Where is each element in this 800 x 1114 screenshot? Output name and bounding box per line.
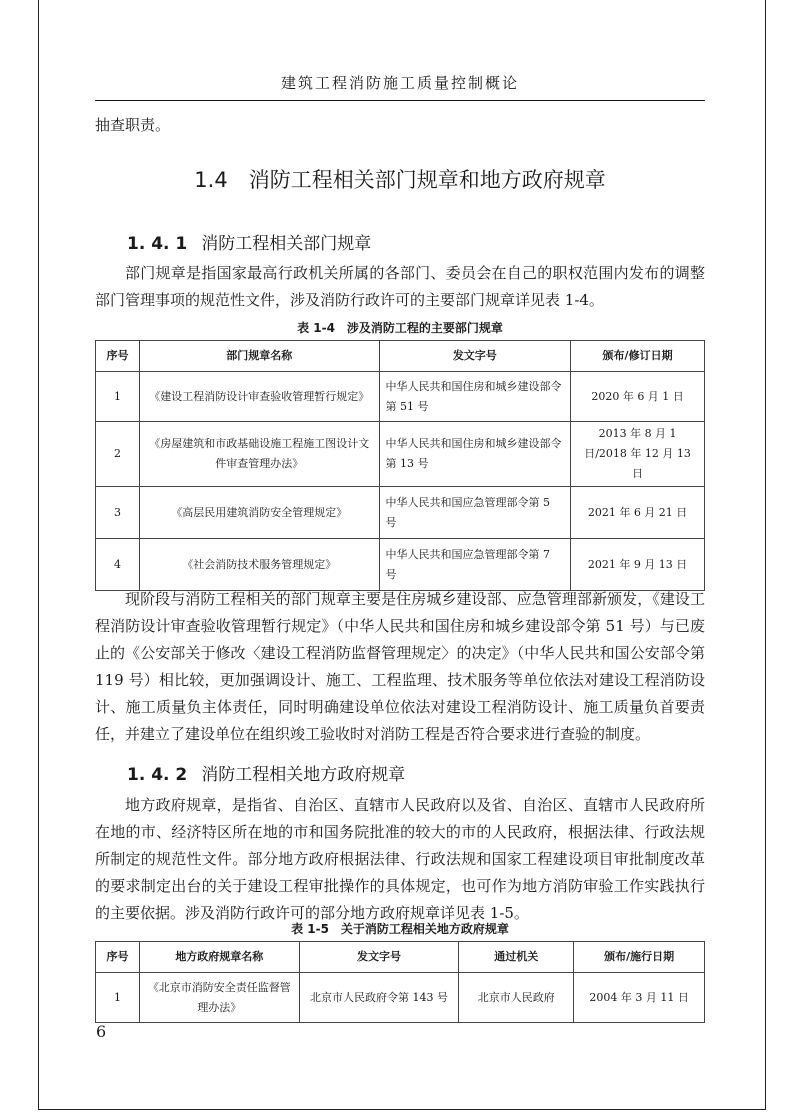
table-1-5: [95, 941, 705, 1023]
table-row: [96, 973, 705, 1023]
section-title: 1.4 消防工程相关部门规章和地方政府规章: [194, 168, 606, 192]
table-header-row: [96, 942, 705, 973]
cell-date: 2004 年 3 月 11 日: [574, 973, 705, 1023]
table-header-row: [96, 341, 705, 372]
subsection-title: 消防工程相关地方政府规章: [201, 765, 406, 785]
cell-index: 2: [96, 422, 140, 487]
page-number: 6: [96, 1022, 107, 1041]
cell-date: 2013 年 8 月 1 日/2018 年 12 月 13 日: [571, 422, 705, 487]
cell-name: 《北京市消防安全责任监督管理办法》: [139, 973, 299, 1023]
header-cell: 地方政府规章名称: [139, 942, 299, 973]
paragraph-1-4-2-intro: 地方政府规章，是指省、自治区、直辖市人民政府以及省、自治区、直辖市人民政府所在地的市、经济特区所在地的市和国务院批准的较大的市的人民政府，根据法律、行政法规所制定的规范性文件。部分地方政府根据法律、行政法规和国家工程建设项目审批制度改革的要求制定出台的关于建设工程审批操作的具体规定，也可作为地方消防审验工作实践执行的主要依据。涉及消防行政许可的部分地方政府规章详见表 1-5。: [95, 796, 705, 922]
header-cell: 通过机关: [459, 942, 574, 973]
cell-name: 《建设工程消防设计审查验收管理暂行规定》: [139, 372, 379, 422]
cell-name: 《房屋建筑和市政基础设施工程施工图设计文件审查管理办法》: [139, 422, 379, 487]
header-cell: 发文字号: [379, 341, 571, 372]
paragraph-1-4-1-analysis: 现阶段与消防工程相关的部门规章主要是住房城乡建设部、应急管理部新颁发，《建设工程消防设计审查验收管理暂行规定》（中华人民共和国住房和城乡建设部令第 51 号）与已废止的《公安部关于修改〈建设工程消防监督管理规定〉的决定》（中华人民共和国公安部令第 119 号）相比较，更加强调设计、施工、工程监理、技术服务等单位依法对建设工程消防设计、施工质量负主体责任，同时明确建设单位依法对建设工程消防设计、施工质量负首要责任，并建立了建设单位在组织竣工验收时对消防工程是否符合要求进行查验的制度。: [95, 590, 705, 743]
table-row: [96, 422, 705, 487]
cell-doc-number: 北京市人民政府令第 143 号: [299, 973, 459, 1023]
cell-index: 1: [96, 973, 140, 1023]
subsection-number: 1. 4. 2: [127, 765, 188, 785]
paragraph-1-4-1-intro: 部门规章是指国家最高行政机关所属的各部门、委员会在自己的职权范围内发布的调整部门管理事项的规范性文件，涉及消防行政许可的主要部门规章详见表 1-4。: [95, 264, 705, 309]
table-1-4: [95, 340, 705, 591]
header-cell: 发文字号: [299, 942, 459, 973]
cell-date: 2021 年 6 月 21 日: [571, 487, 705, 539]
header-cell: 颁布/施行日期: [574, 942, 705, 973]
table-row: [96, 539, 705, 591]
intro-text: 抽查职责。: [95, 116, 171, 134]
cell-index: 1: [96, 372, 140, 422]
cell-doc-number: 中华人民共和国住房和城乡建设部令第 13 号: [379, 422, 571, 487]
subsection-number: 1. 4. 1: [127, 234, 188, 254]
cell-name: 《社会消防技术服务管理规定》: [139, 539, 379, 591]
cell-name: 《高层民用建筑消防安全管理规定》: [139, 487, 379, 539]
subsection-1-4-1-heading: [127, 229, 371, 254]
cell-index: 4: [96, 539, 140, 591]
subsection-1-4-2-heading: [127, 760, 405, 785]
table-1-5-caption: 表 1-5 关于消防工程相关地方政府规章: [291, 922, 509, 936]
subsection-title: 消防工程相关部门规章: [201, 234, 372, 254]
cell-doc-number: 中华人民共和国住房和城乡建设部令第 51 号: [379, 372, 571, 422]
header-cell: 部门规章名称: [139, 341, 379, 372]
header-cell: 序号: [96, 942, 140, 973]
table-1-4-caption: 表 1-4 涉及消防工程的主要部门规章: [297, 321, 503, 335]
cell-doc-number: 中华人民共和国应急管理部令第 7 号: [379, 539, 571, 591]
cell-index: 3: [96, 487, 140, 539]
cell-doc-number: 中华人民共和国应急管理部令第 5 号: [379, 487, 571, 539]
header-cell: 颁布/修订日期: [571, 341, 705, 372]
table-row: [96, 372, 705, 422]
running-header: 建筑工程消防施工质量控制概论: [280, 74, 519, 92]
table-row: [96, 487, 705, 539]
header-cell: 序号: [96, 341, 140, 372]
cell-date: 2020 年 6 月 1 日: [571, 372, 705, 422]
header-rule: [95, 100, 705, 101]
cell-authority: 北京市人民政府: [459, 973, 574, 1023]
cell-date: 2021 年 9 月 13 日: [571, 539, 705, 591]
